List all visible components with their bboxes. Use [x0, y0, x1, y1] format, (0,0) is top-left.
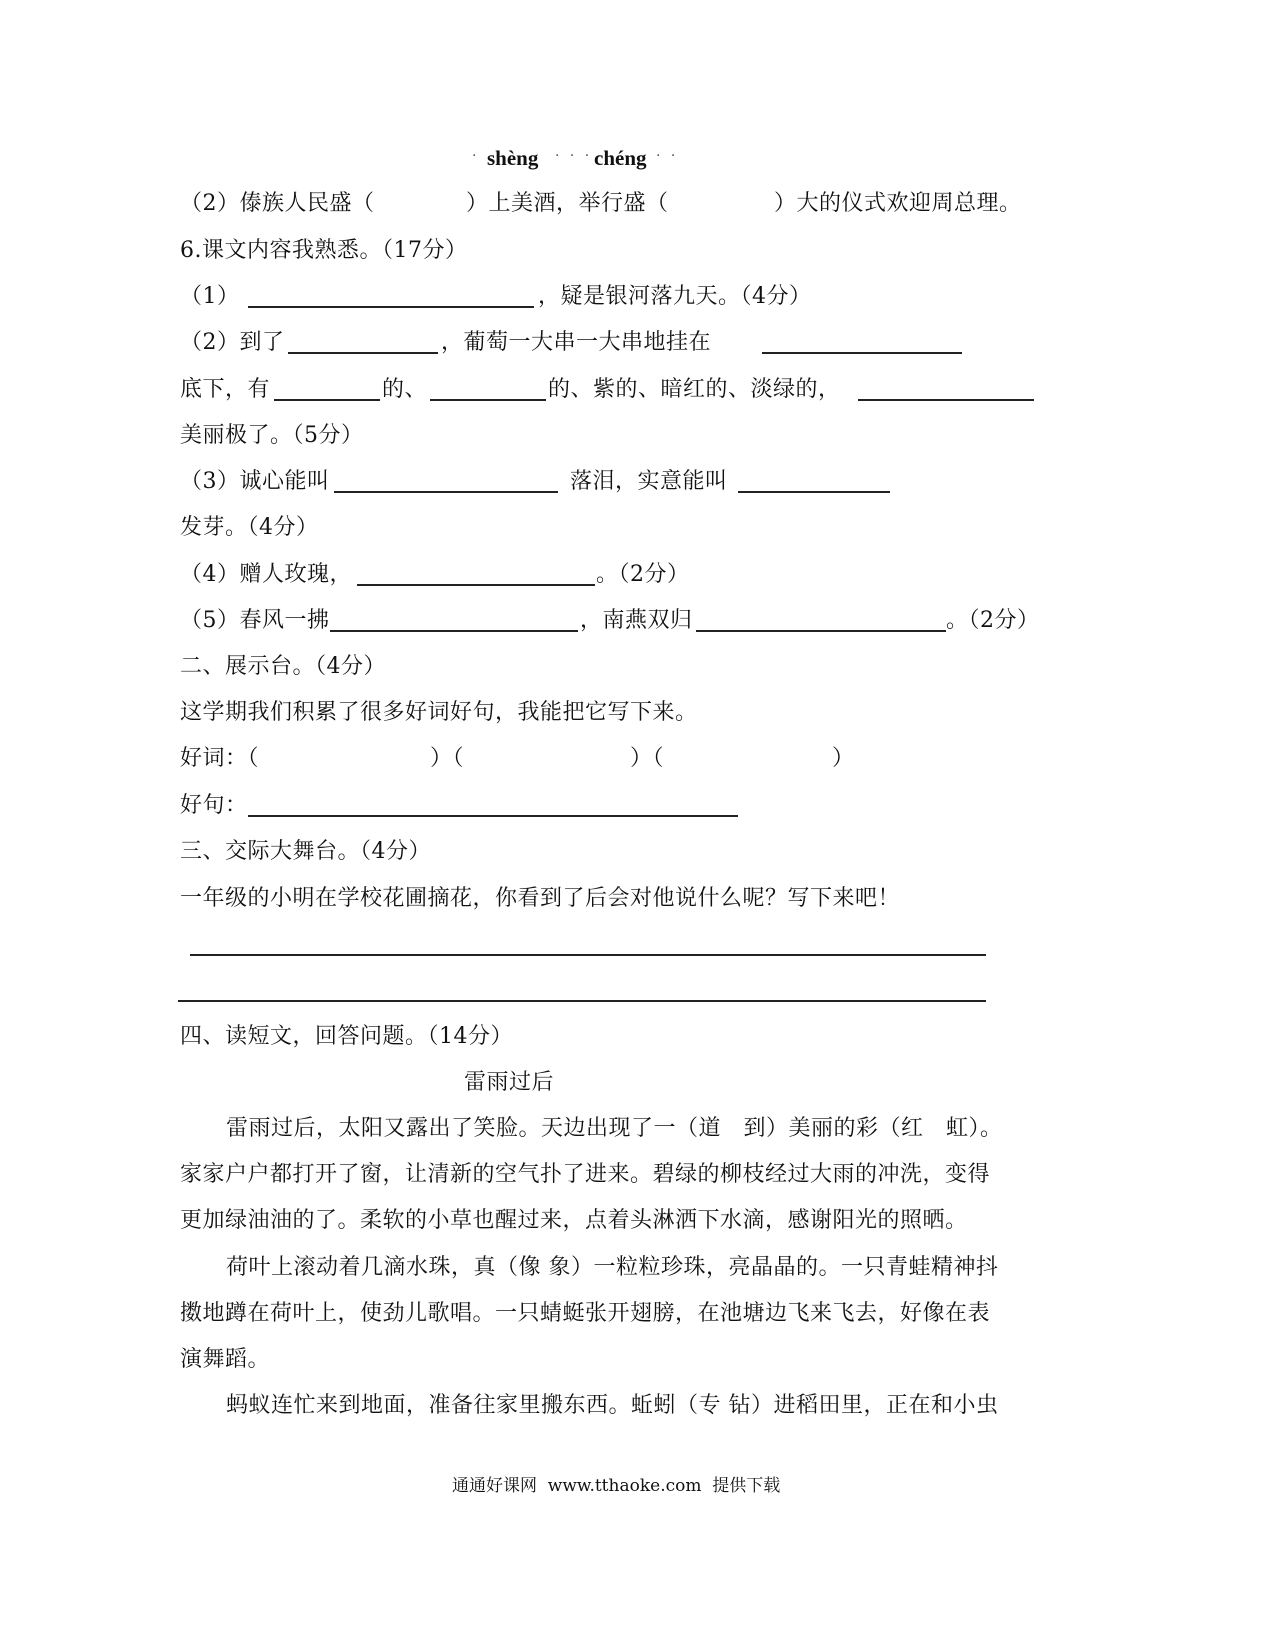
q6-item2-e: 的、紫的、暗红的、淡绿的，: [548, 377, 841, 402]
q6-item5-b: ，南燕双归: [580, 608, 693, 633]
q6-item5-a: （5）春风一拂: [180, 608, 330, 633]
para2-line2: 擞地蹲在荷叶上，使劲儿歌唱。一只蜻蜓张开翅膀，在池塘边飞来飞去，好像在表: [180, 1301, 991, 1326]
q5-item2-c: ）大的仪式欢迎周总理。: [774, 191, 1022, 216]
q6-item1-blank[interactable]: [248, 306, 534, 308]
para2-line3: 演舞蹈。: [180, 1347, 271, 1372]
q5-item2-b: ）上美酒，举行盛（: [466, 191, 669, 216]
good-words-paren1: ）（: [430, 746, 465, 771]
passage-title: 雷雨过后: [464, 1070, 555, 1095]
pinyin-dots-end: · ·: [656, 148, 679, 164]
para3-line1: 蚂蚁连忙来到地面，准备往家里搬东西。蚯蚓（专 钻）进稻田里，正在和小虫: [226, 1393, 999, 1418]
q6-item5-blank1[interactable]: [330, 630, 578, 632]
section3-prompt: 一年级的小明在学校花圃摘花，你看到了后会对他说什么呢？写下来吧！: [180, 886, 901, 911]
pinyin-dot: ·: [472, 148, 480, 164]
q6-title: 6.课文内容我熟悉。（17分）: [180, 238, 468, 263]
q6-item1-num: （1）: [180, 284, 240, 309]
q6-item5-blank2[interactable]: [696, 630, 946, 632]
good-sentence-label: 好句：: [180, 793, 248, 818]
footer-text: 通通好课网 www.tthaoke.com 提供下载: [452, 1476, 781, 1496]
good-words-paren3: ）: [832, 746, 855, 771]
q6-item1-text: ，疑是银河落九天。（4分）: [538, 284, 812, 309]
good-words-paren2: ）（: [630, 746, 665, 771]
section4-title: 四、读短文，回答问题。（14分）: [180, 1024, 513, 1049]
para1-line2: 家家户户都打开了窗，让清新的空气扑了进来。碧绿的柳枝经过大雨的冲洗，变得: [180, 1162, 991, 1187]
q6-item4-a: （4）赠人玫瑰，: [180, 562, 352, 587]
q6-item3-c: 发芽。（4分）: [180, 515, 319, 540]
pinyin-sheng: shèng: [487, 146, 539, 170]
q6-item2-blank5[interactable]: [858, 399, 1034, 401]
section2-intro: 这学期我们积累了很多好词好句，我能把它写下来。: [180, 700, 698, 725]
answer-line-1[interactable]: [190, 954, 986, 956]
para1-line1: 雷雨过后，太阳又露出了笑脸。天边出现了一（道 到）美丽的彩（红 虹）。: [226, 1116, 1003, 1141]
q5-item2-a: （2）傣族人民盛（: [180, 191, 375, 216]
q6-item4-b: 。（2分）: [596, 562, 690, 587]
answer-line-2[interactable]: [178, 1000, 986, 1002]
pinyin-dots: · · ·: [555, 148, 593, 164]
q6-item3-blank1[interactable]: [334, 491, 558, 493]
para2-line1: 荷叶上滚动着几滴水珠，真（像 象）一粒粒珍珠，亮晶晶的。一只青蛙精神抖: [226, 1255, 999, 1280]
q6-item2-blank1[interactable]: [288, 352, 438, 354]
q6-item2-b: ，葡萄一大串一大串地挂在: [441, 330, 712, 355]
q6-item4-blank[interactable]: [357, 584, 595, 586]
q6-item2-f: 美丽极了。（5分）: [180, 423, 364, 448]
q6-item3-b: 落泪，实意能叫: [570, 469, 728, 494]
q6-item5-c: 。（2分）: [946, 608, 1040, 633]
q6-item2-blank3[interactable]: [274, 399, 380, 401]
good-words-label: 好词：（: [180, 746, 260, 771]
q6-item2-blank2[interactable]: [762, 352, 962, 354]
pinyin-cheng: chéng: [594, 146, 647, 170]
section2-title: 二、展示台。（4分）: [180, 654, 386, 679]
good-sentence-blank[interactable]: [248, 815, 738, 817]
section3-title: 三、交际大舞台。（4分）: [180, 839, 431, 864]
q6-item3-blank2[interactable]: [738, 491, 890, 493]
q6-item2-a: （2）到了: [180, 330, 285, 355]
para1-line3: 更加绿油油的了。柔软的小草也醒过来，点着头淋洒下水滴，感谢阳光的照晒。: [180, 1208, 968, 1233]
q6-item3-a: （3）诚心能叫: [180, 469, 330, 494]
q6-item2-d: 的、: [382, 377, 428, 402]
q6-item2-c: 底下，有: [180, 377, 271, 402]
q6-item2-blank4[interactable]: [430, 399, 546, 401]
